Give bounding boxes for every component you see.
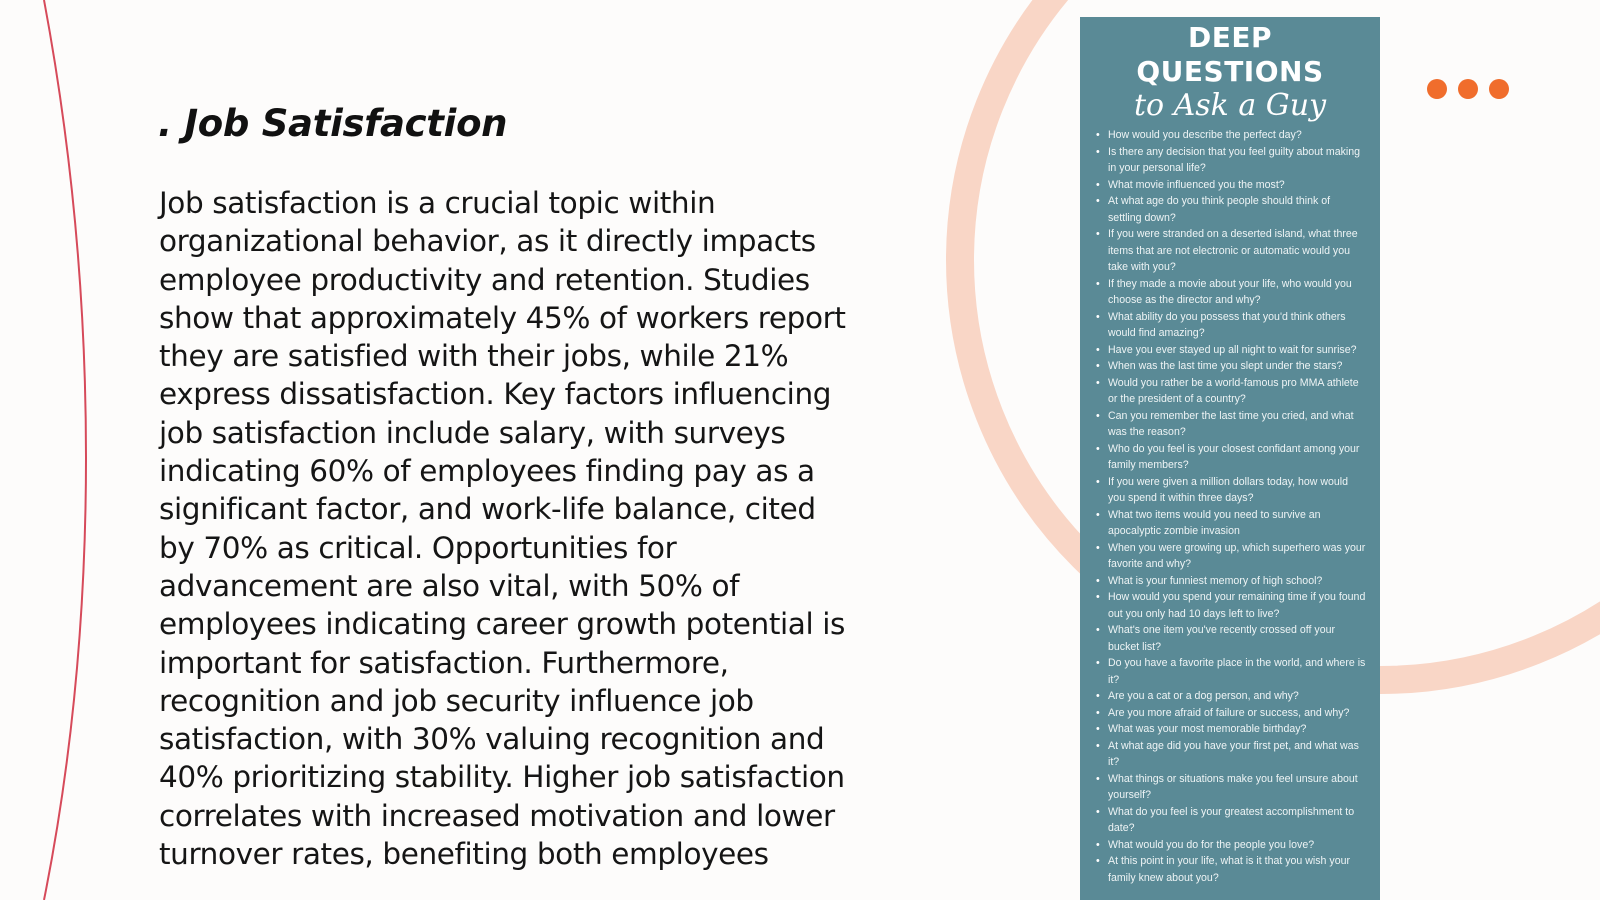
question-item: • When you were growing up, which superhero was your favorite and why?	[1094, 540, 1366, 573]
question-item: • Is there any decision that you feel guilty about making in your personal life?	[1094, 144, 1366, 177]
question-item: • What ability do you possess that you'd think others would find amazing?	[1094, 309, 1366, 342]
question-item: • Are you a cat or a dog person, and why?	[1094, 688, 1366, 705]
left-accent-line	[44, 0, 86, 900]
slide-title: . Job Satisfaction	[158, 102, 508, 145]
question-item: • What was your most memorable birthday?	[1094, 721, 1366, 738]
question-item: • How would you describe the perfect day?	[1094, 127, 1366, 144]
question-item: • Have you ever stayed up all night to wait for sunrise?	[1094, 342, 1366, 359]
poster-heading: DEEP QUESTIONS	[1136, 21, 1324, 88]
question-item: • What two items would you need to survive an apocalyptic zombie invasion	[1094, 507, 1366, 540]
question-item: • What do you feel is your greatest accomplishment to date?	[1094, 804, 1366, 837]
question-item: • If you were stranded on a deserted island, what three items that are not electronic or automatic would you take with you?	[1094, 226, 1366, 276]
question-item: • What is your funniest memory of high school?	[1094, 573, 1366, 590]
question-item: • Would you rather be a world-famous pro MMA athlete or the president of a country?	[1094, 375, 1366, 408]
question-item: • What would you do for the people you love?	[1094, 837, 1366, 854]
question-item: • What's one item you've recently crossed off your bucket list?	[1094, 622, 1366, 655]
question-item: • What movie influenced you the most?	[1094, 177, 1366, 194]
question-item: • When was the last time you slept under the stars?	[1094, 358, 1366, 375]
question-item: • At what age do you think people should think of settling down?	[1094, 193, 1366, 226]
poster-subheading: to Ask a Guy	[1133, 88, 1327, 123]
question-item: • Who do you feel is your closest confidant among your family members?	[1094, 441, 1366, 474]
slide-body-text: Job satisfaction is a crucial topic within organizational behavior, as it directly impacts employee productivity and retention. Studies show that approximately 45% of workers report they are satisfied with their jobs, while 21% express dissatisfaction. Key factors influencing job satisfaction include salary, with surveys indicating 60% of employees finding pay as a significant factor, and work-life balance, cited by 70% as critical. Opportunities for advancement are also vital, with 50% of employees indicating career growth potential is important for satisfaction. Furthermore, recognition and job security influence job satisfaction, with 30% valuing recognition and 40% prioritizing stability. Higher job satisfaction correlates with increased motivation and lower turnover rates, benefiting both employees	[159, 186, 846, 872]
question-item: • At this point in your life, what is it that you wish your family knew about you?	[1094, 853, 1366, 886]
dot	[1489, 79, 1509, 99]
question-list	[1094, 127, 1366, 886]
question-item: • Are you more afraid of failure or success, and why?	[1094, 705, 1366, 722]
question-item: • How would you spend your remaining time if you found out you only had 10 days left to live?	[1094, 589, 1366, 622]
question-item: • At what age did you have your first pet, and what was it?	[1094, 738, 1366, 771]
dot	[1427, 79, 1447, 99]
question-item: • What things or situations make you feel unsure about yourself?	[1094, 771, 1366, 804]
dot	[1458, 79, 1478, 99]
more-dots-icon[interactable]	[1427, 79, 1509, 99]
question-item: • Do you have a favorite place in the world, and where is it?	[1094, 655, 1366, 688]
question-item: • If you were given a million dollars today, how would you spend it within three days?	[1094, 474, 1366, 507]
deep-questions-poster	[1080, 17, 1380, 900]
question-item: • If they made a movie about your life, who would you choose as the director and why?	[1094, 276, 1366, 309]
question-item: • Can you remember the last time you cried, and what was the reason?	[1094, 408, 1366, 441]
